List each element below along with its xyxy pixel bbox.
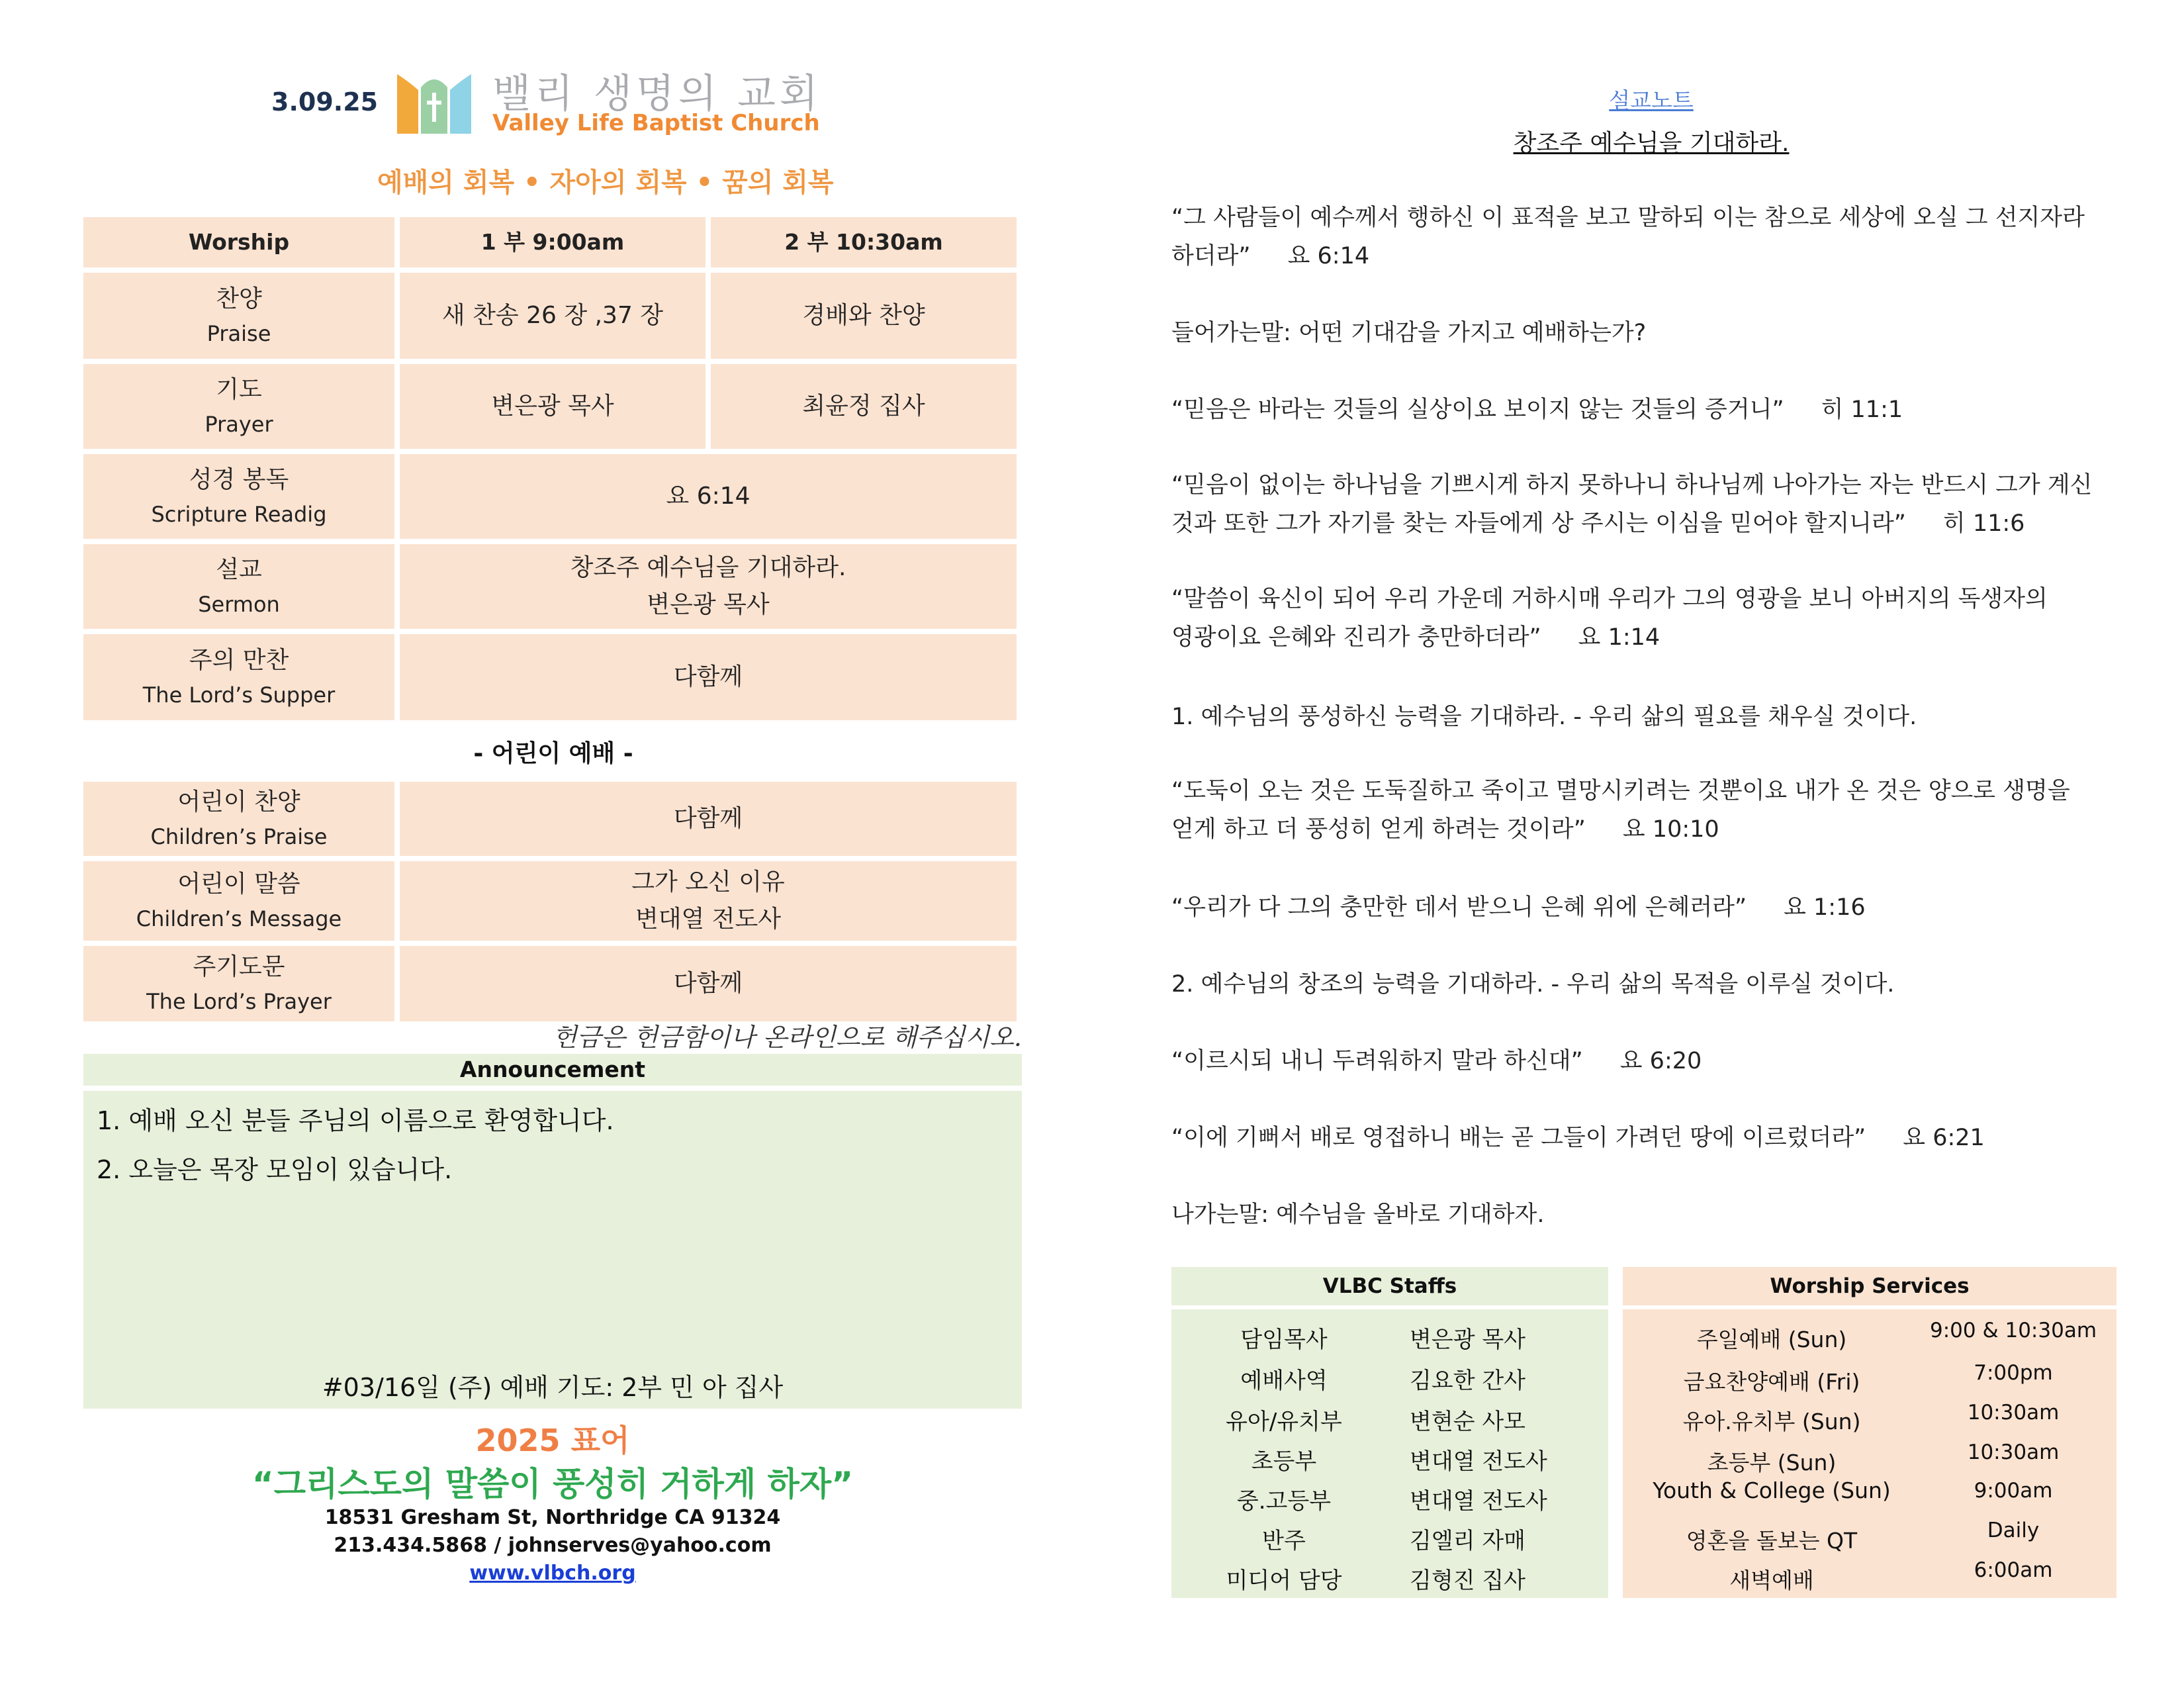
church-contact: [0, 1504, 1105, 1587]
announcement-item: 2. 오늘은 목장 모임이 있습니다.: [97, 1155, 453, 1184]
praise-second: 경배와 찬양: [711, 273, 1017, 359]
label-en: The Lord’s Prayer: [146, 989, 332, 1015]
note-paragraph: [1171, 1042, 2098, 1080]
label-scripture: [83, 454, 394, 539]
staff-name: 변현순 사모: [1410, 1409, 1526, 1435]
label-en: Children’s Message: [136, 906, 342, 932]
note-paragraph: [1171, 965, 2098, 1004]
service-name: 금요찬양예배 (Fri): [1683, 1369, 1860, 1395]
row-scripture: [83, 454, 1023, 539]
scripture-value: 요 6:14: [400, 454, 1017, 539]
year-motto-title: 2025 표어: [475, 1423, 630, 1458]
note-line: “믿음은 바라는 것들의 실상이요 보이지 않는 것들의 증거니”: [1171, 397, 1784, 423]
row-kids-praise: [83, 782, 1023, 856]
table-header-row: [83, 217, 1023, 267]
sermon-value: [400, 544, 1017, 629]
scripture-ref: 요 6:21: [1903, 1125, 1985, 1151]
label-kids-message: [83, 861, 394, 941]
service-time: 7:00pm: [1974, 1361, 2053, 1385]
service-name: 영혼을 돌보는 QT: [1686, 1528, 1858, 1554]
services-table-title: Worship Services: [1623, 1267, 2116, 1309]
staff-name: 변대열 전도사: [1410, 1488, 1547, 1515]
row-praise: [83, 273, 1023, 359]
staff-role: 초등부: [1251, 1448, 1317, 1475]
service-name: 새벽예배: [1729, 1568, 1814, 1593]
label-ko: 설교: [216, 556, 262, 584]
staff-role: 유아/유치부: [1226, 1409, 1342, 1435]
phone-email: 213.434.5868 / johnserves@yahoo.com: [334, 1534, 772, 1557]
announcement-body: [83, 1091, 1022, 1409]
service-time: 6:00am: [1974, 1558, 2053, 1582]
staff-role: 예배사역: [1240, 1368, 1328, 1394]
sermon-notes-title: 창조주 예수님을 기대하라.: [1513, 130, 1790, 157]
label-ko: 주기도문: [193, 953, 285, 981]
label-en: Scripture Readig: [151, 502, 327, 528]
row-kids-message: [83, 861, 1023, 941]
note-paragraph: [1171, 1119, 2098, 1157]
sermon-speaker: 변은광 목사: [647, 591, 770, 618]
kids-message-title: 그가 오신 이유: [631, 868, 785, 896]
staff-role: 반주: [1262, 1528, 1306, 1554]
label-en: Sermon: [198, 592, 280, 618]
note-paragraph: [1171, 466, 2098, 543]
note-paragraph: [1171, 1196, 2098, 1234]
label-ko: 어린이 말씀: [177, 870, 300, 898]
service-name: 유아.유치부 (Sun): [1682, 1409, 1861, 1434]
row-lords-prayer: [83, 946, 1023, 1021]
service-time: 10:30am: [1967, 1440, 2060, 1464]
scripture-ref: 히 11:1: [1821, 397, 1903, 423]
kids-praise-value: 다함께: [400, 782, 1017, 856]
note-line: 1. 예수님의 풍성하신 능력을 기대하라. - 우리 삶의 필요를 채우실 것이다.: [1171, 704, 1917, 730]
note-line: 얻게 하고 더 풍성히 얻게 하려는 것이라”: [1171, 816, 1586, 843]
kids-message-value: [400, 861, 1017, 941]
service-time: 9:00am: [1974, 1479, 2053, 1503]
scripture-ref: 요 6:20: [1619, 1048, 1702, 1074]
note-line: “그 사람들이 예수께서 행하신 이 표적을 보고 말하되 이는 참으로 세상에 오실 그 선지자라: [1171, 205, 2085, 231]
header-first-service: 1 부 9:00am: [400, 217, 705, 267]
label-kids-praise: [83, 782, 394, 856]
note-line: 것과 또한 그가 자기를 찾는 자들에게 상 주시는 이심을 믿어야 할지니라”: [1171, 510, 1906, 537]
label-ko: 찬양: [216, 285, 262, 313]
note-line: 2. 예수님의 창조의 능력을 기대하라. - 우리 삶의 목적을 이루실 것이다.: [1171, 971, 1895, 998]
staff-name: 김요한 간사: [1410, 1368, 1526, 1394]
staff-name: 김엘리 자매: [1410, 1528, 1526, 1554]
service-time: Daily: [1987, 1519, 2040, 1542]
staff-name: 변은광 목사: [1410, 1327, 1526, 1353]
label-en: Children’s Praise: [150, 824, 328, 850]
announcement-title: Announcement: [83, 1054, 1022, 1086]
service-name: 초등부 (Sun): [1707, 1450, 1837, 1476]
church-logo-icon: [394, 68, 474, 134]
church-name-korean: 밸리 생명의 교회: [492, 71, 822, 117]
church-name-english: Valley Life Baptist Church: [492, 110, 820, 136]
note-line: “믿음이 없이는 하나님을 기쁘시게 하지 못하나니 하나님께 나아가는 자는 반드시 그가 계신: [1171, 472, 2093, 498]
staff-table-title: VLBC Staffs: [1171, 1267, 1608, 1309]
note-line: 영광이요 은혜와 진리가 충만하더라”: [1171, 624, 1541, 651]
row-lords-supper: [83, 634, 1023, 720]
note-line: 나가는말: 예수님을 올바로 기대하자.: [1171, 1201, 1545, 1228]
staff-name: 변대열 전도사: [1410, 1448, 1547, 1475]
label-ko: 어린이 찬양: [177, 788, 300, 816]
note-paragraph: [1171, 199, 2098, 275]
staff-role: 담임목사: [1240, 1327, 1328, 1353]
service-time: 9:00 & 10:30am: [1929, 1319, 2097, 1342]
label-ko: 성경 봉독: [189, 466, 289, 494]
label-sermon: [83, 544, 394, 629]
row-sermon: [83, 544, 1023, 629]
supper-value: 다함께: [400, 634, 1017, 720]
note-line: “우리가 다 그의 충만한 데서 받으니 은혜 위에 은혜러라”: [1171, 894, 1747, 921]
label-lords-prayer: [83, 946, 394, 1021]
row-prayer: [83, 364, 1023, 449]
note-line: 하더라”: [1171, 243, 1251, 269]
note-line: 들어가는말: 어떤 기대감을 가지고 예배하는가?: [1171, 320, 1647, 346]
offering-note: 헌금은 헌금함이나 온라인으로 해주십시오.: [552, 1023, 1022, 1052]
note-line: “말씀이 육신이 되어 우리 가운데 거하시매 우리가 그의 영광을 보니 아버지의 독생자의: [1171, 586, 2048, 612]
label-en: The Lord’s Supper: [142, 682, 336, 708]
note-paragraph: [1171, 314, 2098, 352]
label-ko: 주의 만찬: [189, 647, 289, 675]
header-second-service: 2 부 10:30am: [711, 217, 1017, 267]
scripture-ref: 요 10:10: [1622, 816, 1719, 843]
scripture-ref: 히 11:6: [1942, 510, 2025, 537]
service-name: 주일예배 (Sun): [1696, 1327, 1847, 1352]
church-slogan: 예배의 회복 • 자아의 회복 • 꿈의 회복: [377, 167, 834, 198]
prayer-second: 최윤정 집사: [711, 364, 1017, 449]
scripture-ref: 요 1:14: [1578, 624, 1661, 651]
website-link[interactable]: www.vlbch.org: [469, 1562, 636, 1585]
note-paragraph: [1171, 772, 2098, 849]
label-lords-supper: [83, 634, 394, 720]
note-paragraph: [1171, 698, 2098, 736]
kids-message-speaker: 변대열 전도사: [635, 906, 782, 933]
note-line: “도둑이 오는 것은 도둑질하고 죽이고 멸망시키려는 것뿐이요 내가 온 것은 양으로 생명을: [1171, 778, 2070, 804]
kids-worship-title: - 어린이 예배 -: [473, 740, 633, 767]
service-time: 10:30am: [1967, 1401, 2060, 1425]
label-ko: 기도: [216, 376, 262, 404]
prayer-first: 변은광 목사: [400, 364, 705, 449]
service-name: Youth & College (Sun): [1653, 1477, 1891, 1503]
staff-role: 미디어 담당: [1226, 1568, 1342, 1594]
address: 18531 Gresham St, Northridge CA 91324: [324, 1506, 781, 1529]
note-line: “이에 기뻐서 배로 영접하니 배는 곧 그들이 가려던 땅에 이르렀더라”: [1171, 1125, 1866, 1151]
announcement-item: 1. 예배 오신 분들 주님의 이름으로 환영합니다.: [97, 1106, 614, 1135]
staff-table: [1171, 1267, 1608, 1598]
label-en: Prayer: [205, 412, 273, 438]
staff-name: 김형진 집사: [1410, 1568, 1526, 1594]
staff-role: 중.고등부: [1236, 1488, 1332, 1515]
bulletin-date: 3.09.25: [271, 87, 379, 117]
worship-order-table: [83, 217, 1023, 1027]
note-line: “이르시되 내니 두려워하지 말라 하신대”: [1171, 1048, 1583, 1074]
header-worship: Worship: [83, 217, 394, 267]
worship-services-table: [1623, 1267, 2116, 1598]
label-praise: [83, 273, 394, 359]
note-paragraph: [1171, 888, 2098, 927]
scripture-ref: 요 1:16: [1784, 894, 1866, 921]
lords-prayer-value: 다함께: [400, 946, 1017, 1021]
year-motto: “그리스도의 말씀이 풍성히 거하게 하자”: [251, 1465, 854, 1503]
prayer-assignment-note: #03/16일 (주) 예배 기도: 2부 민 아 집사: [322, 1373, 784, 1402]
label-prayer: [83, 364, 394, 449]
praise-first: 새 찬송 26 장 ,37 장: [400, 273, 705, 359]
sermon-title: 창조주 예수님을 기대하라.: [570, 554, 846, 582]
scripture-ref: 요 6:14: [1287, 243, 1370, 269]
note-paragraph: [1171, 391, 2098, 429]
note-paragraph: [1171, 580, 2098, 657]
sermon-notes-label[interactable]: 설교노트: [1609, 87, 1694, 113]
label-en: Praise: [206, 321, 271, 347]
